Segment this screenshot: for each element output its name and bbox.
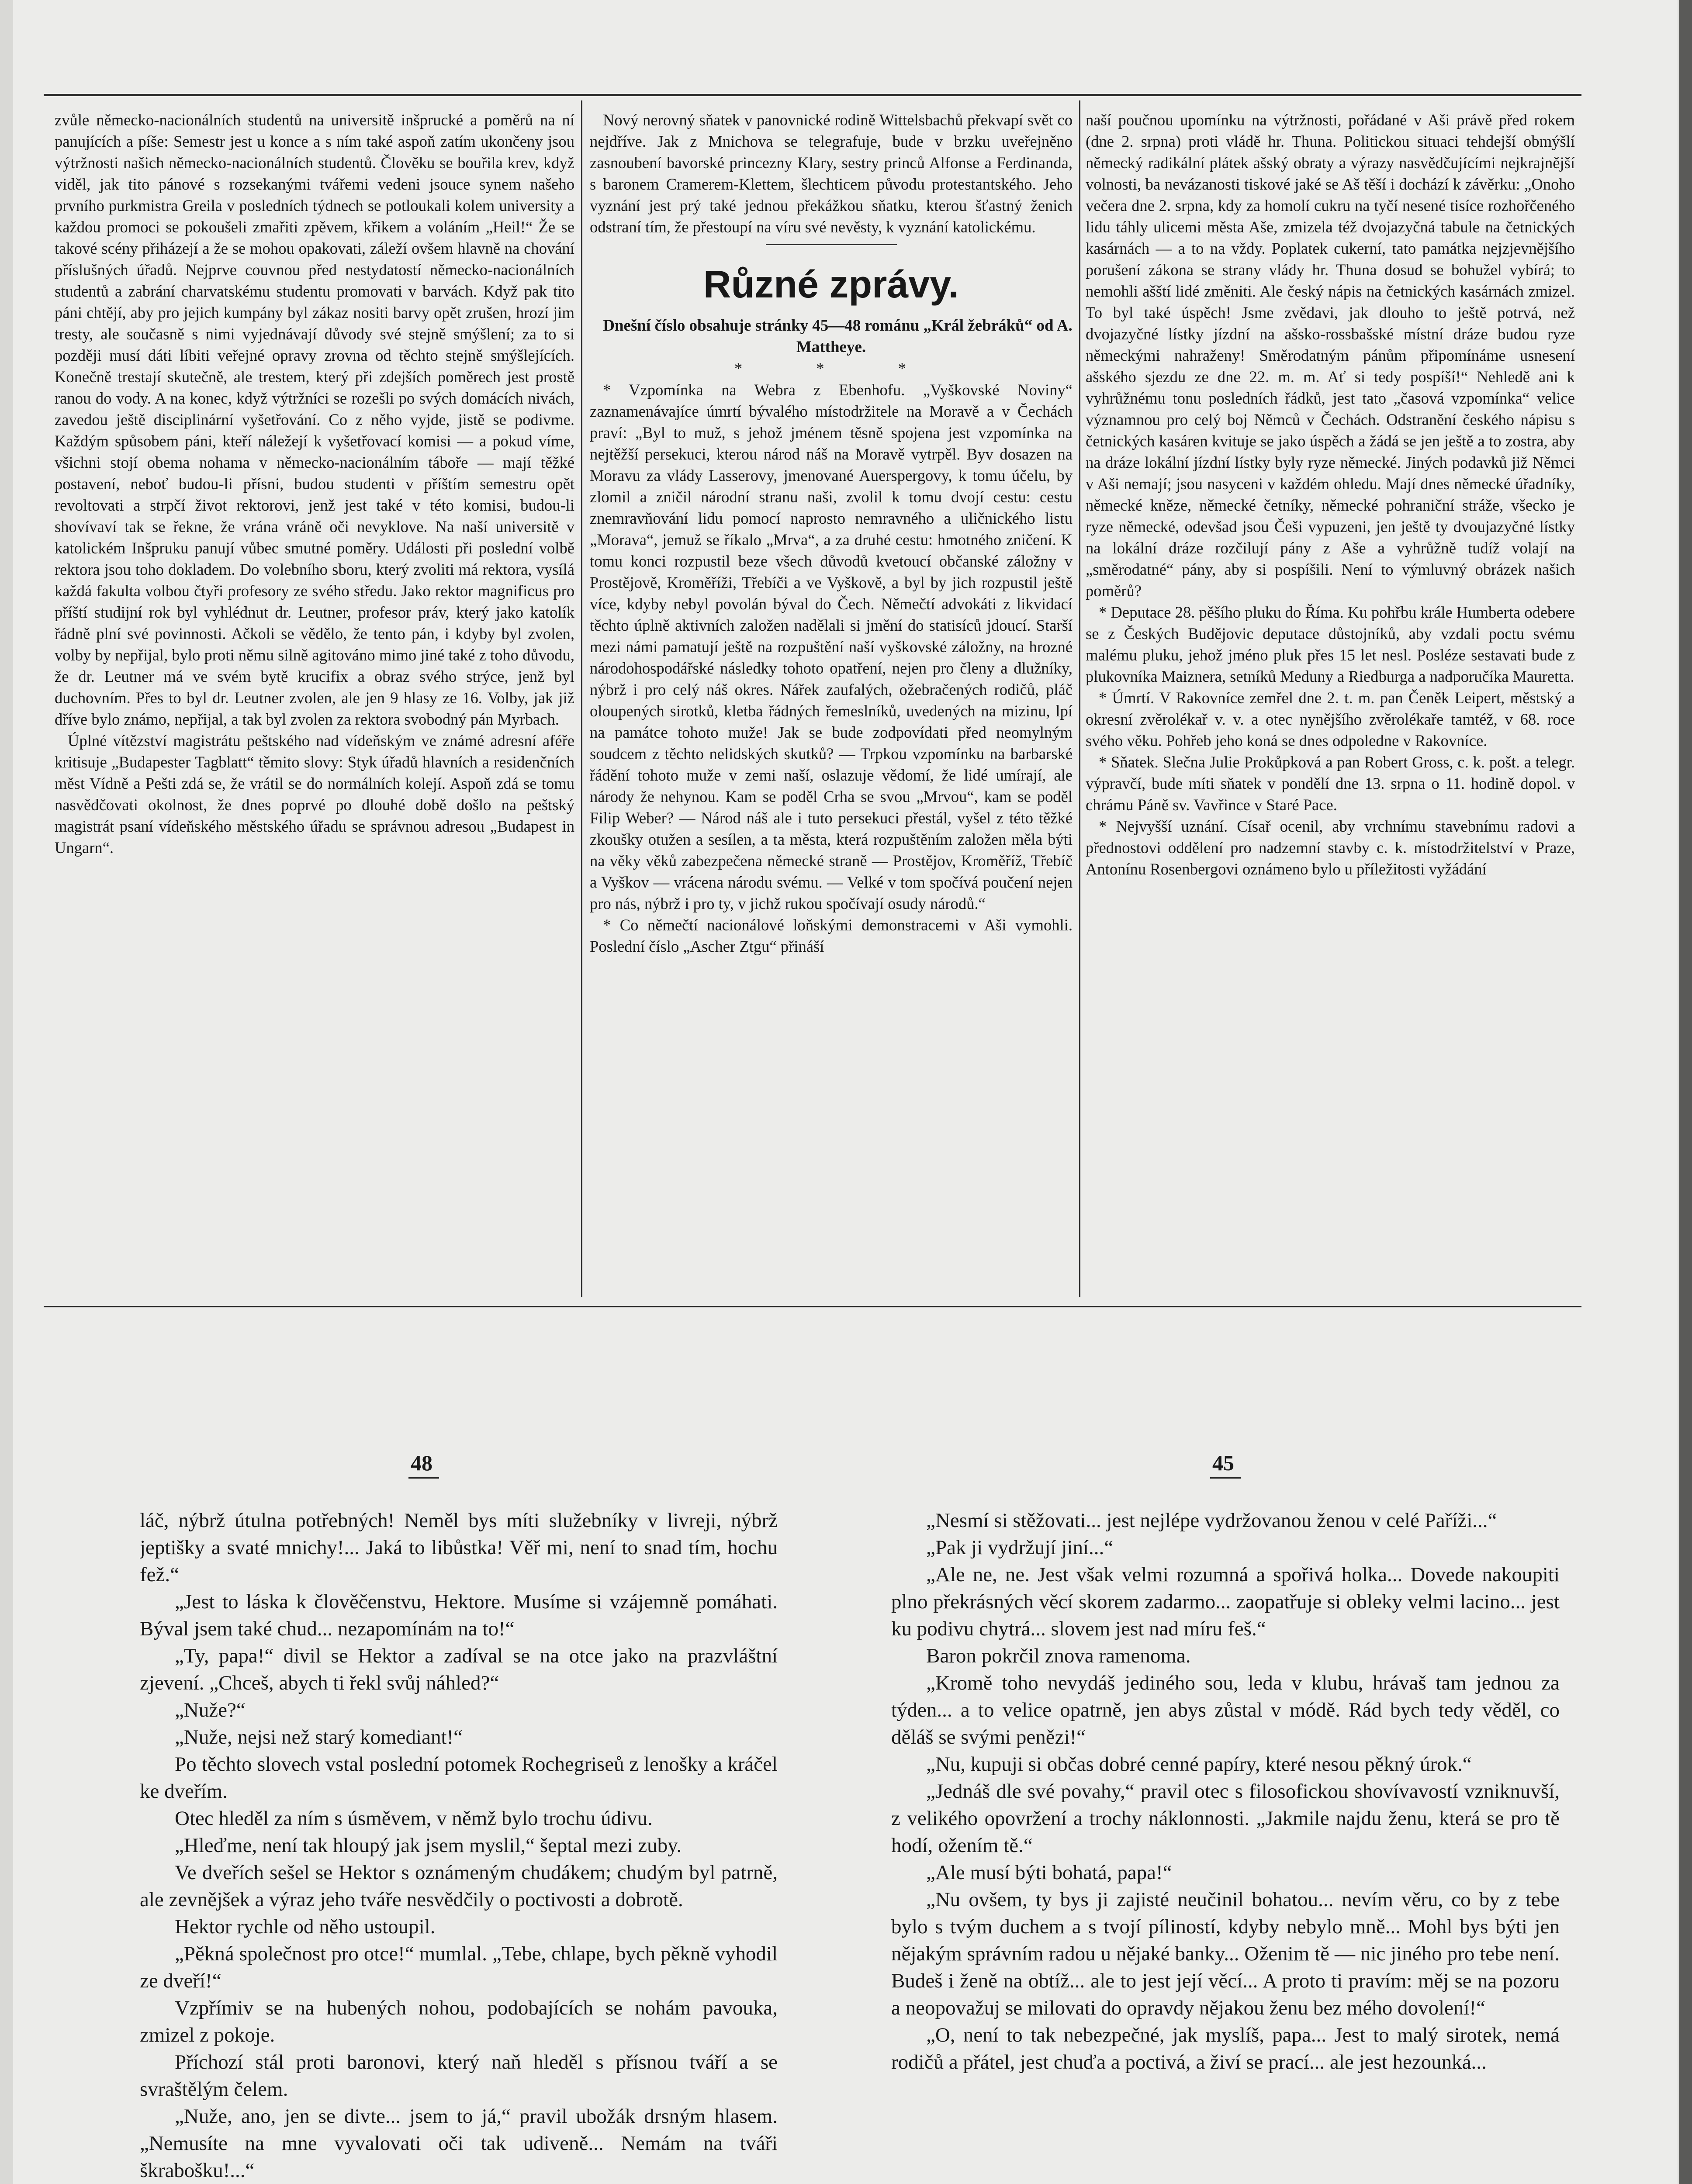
novel-paragraph: „Jest to láska k člověčenstvu, Hektore. Musíme si vzájemně pomáhati. Býval jsem také chud... nezapomínám na to!“ — [140, 1590, 778, 1640]
novel-paragraph: „Ty, papa!“ divil se Hektor a zadíval se na otce jako na prazvláštní zjevení. „Chceš, abych ti řekl svůj náhled?“ — [140, 1645, 778, 1694]
novel-paragraph: Po těchto slovech vstal poslední potomek Rochegriseů z lenošky a kráčel ke dveřím. — [140, 1753, 778, 1803]
article-budapest-magistrate: Úplné vítězství magistrátu peštského nad vídeňským ve známé adresní aféře kritisuje „Budapester Tagblatt“ těmito slovy: Styk úřadů hlavních a residenčních měst Vídně a Pešti zdá se, že vrátil se do normálních kolejí. Aspoň zdá se tomu nasvědčovati okolnost, že dnes poprvé po dlouhé době došlo na peštský magistrát psaní vídeňského městského úřadu se správnou adresou „Budapest in Ungarn“. — [55, 732, 574, 857]
novel-paragraph: „Kromě toho nevydáš jediného sou, leda v klubu, hrávaš tam jednou za týden... a to velice opatrně, jen abys zůstal v módě. Rád bych tedy věděl, co děláš se svými penězi!“ — [891, 1672, 1560, 1749]
page-number-underline-left — [408, 1477, 439, 1479]
section-separator — [766, 244, 897, 245]
article-deputation: * Deputace 28. pěšího pluku do Říma. Ku pohřbu krále Humberta odebere se z Českých Budějovic deputace důstojníků, aby vzdali poctu svému malému pluku, jehož jméno pluk přes 15 let nesl. Posléze sestavati bude z plukovníka Maiznera, setníků Meduny a Riedburga a nadporučíka Mauretta. — [1086, 603, 1575, 685]
article-wittelsbach: Nový nerovný sňatek v panovnické rodině Wittelsbachů překvapí svět co nejdříve. Jak z Mnichova se telegrafuje, bude v brzku uveřejněno zasnoubení bavorské princezny Klary, sestry princů Alfonse a Ferdinanda, s baronem Cramerem-Klettem, šlechticem původu protestantského. Jeho vyznání jest prý také jednou překážkou sňatku, kterou šťastný ženich odstraní tím, že přestoupí na víru své nevěsty, k vyznání katolickému. — [590, 111, 1073, 236]
newspaper-column-2 — [590, 109, 1073, 1297]
novel-paragraph: Ve dveřích sešel se Hektor s oznámeným chudákem; chudým byl patrně, ale zevnějšek a výraz jeho tváře nesvědčily o poctivosti a dobrotě. — [140, 1861, 778, 1911]
separator-stars: * * * — [734, 359, 941, 377]
article-death: * Úmrtí. V Rakovníce zemřel dne 2. t. m. pan Čeněk Leipert, městský a okresní zvěrolékař v. v. a otec nynějšího zvěrolékaře tamtéž, v 68. roce svého věku. Pohřeb jeho koná se dnes odpoledne v Rakovníce. — [1086, 689, 1575, 750]
novel-paragraph: „Nu, kupuji si občas dobré cenné papíry, které nesou pěkný úrok.“ — [926, 1753, 1472, 1776]
article-as-continued: naší poučnou upomínku na výtržnosti, pořádané v Aši právě před rokem (dne 2. srpna) proti vládě hr. Thuna. Politickou situaci tehdejší obmýšlí německý radikální plátek ašský obraty a výrazy nasvědčujícími nejkrajnější volnosti, ba nevázanosti tiskové jaké se Aš těší i dochází k závěrku: „Onoho večera dne 2. srpna, kdy za homolí cukru na tyčí nesené tisíce rozhořčeného lidu táhly ulicemi města Aše, zmizela též dvojazyčná tabule na četnických kasárnách — a to na vždy. Poplatek cukerní, tato památka nejzjevnějšího porušení zákona se strany vlády hr. Thuna dosud se bohužel vybírá; to nemohli ašští lidé změniti. Ale český nápis na četnických kasárnách zmizel. To byl také úspěch! Jsme zvědavi, jak dlouho to ještě potrvá, než dvojazyčné lístky jízdní na ašsko-rossbašské místní dráze budou ryze německými nahraženy! Směrodatným pánům připomínáme usnesení ašského sjezdu ze dne 22. m. m. Ať si tedy pospíší!“ Nehledě ani k vyhrůžnému tonu posledních řádků, jest tato „časová vzpomínka“ velice významnou pro celý boj Němců v Čechách. Odstranění českého nápisu s četnických kasáren kvituje se jako úspěch a žádá se jen ještě a to zostra, aby na dráze lokální jízdní lístky byly ryze německé. Jiných podavků již Němci v Aši nemají; jsou nasyceni v každém ohledu. Mají dnes německé úřadníky, německé kněze, německé četníky, německé pohraniční stráže, všecko je ryze německé, odevšad jsou Češi vypuzeni, jen ještě ty dvoujazyčné lístky na lokální dráze rozčilují pány z Aše a vyhrůžně tudíž volají na „směrodatné“ pány, aby si pospíšili. Není to výmluvný obrázek našich poměrů? — [1086, 111, 1575, 600]
novel-paragraph: „Jednáš dle své povahy,“ pravil otec s filosofickou shovívavostí vzniknuvší, z velikého opovržení a trochy náklonnosti. „Jakmile najdu ženu, která se pro tě hodí, ožením tě.“ — [891, 1780, 1560, 1857]
novel-paragraph: „Nuže?“ — [175, 1699, 246, 1721]
article-innsbruck: zvůle německo-nacionálních studentů na universitě inšprucké a poměrů na ní panujících a píše: Semestr jest u konce a s ním také aspoň zatím ukončeny jsou výtržnosti našich německo-nacionálních studentů. Člověku se bouřila krev, když viděl, jak tito pánové s rozsekanými tvářemi vedeni jsouce synem našeho prvního purkmistra Greila v posledních týdnech se potloukali kolem university a každou promoci se pokoušeli zmařiti zpěvem, křikem a voláním „Heil!“ Že se takové scény přiházejí a že se mohou opakovati, záleží ovšem hlavně na chování příslušných úřadů. Nejprve couvnou před nestydatostí německo-nacionálních studentů a zabrání charvatskému studentu promovati v barvách. Když pak tito páni chtějí, aby pro jejich kumpány byl zákaz nositi barvy opět zrušen, hrozí jim tresty, ale současně s nimi vyjednávají důvody své stejně smýšlení; za to si později musí dáti líbiti veřejné opravy zrovna od těchto stejně smýšlejících. Konečně trestají skutečně, ale trestem, který při zdejších poměrech jest prostě ranou do vody. A na konec, když výtržníci se rozešli po svých domácích nivách, zavedou ještě disciplinární vyšetřování. Co z něho vyjde, jistě se podivme. Každým spůsobem páni, kteří náležejí k vyšetřovací komisi — a pokud víme, všichni stojí obema nohama v německo-nacionálním táboře — mají těžké postavení, neboť budou-li přísni, budou studenti v příštím semestru opět revoltovati a strpčí život rektorovi, jenž jest také v této komisi, budou-li shovívaví tak se řekne, že vrána vráně oči nevyklove. Na naší universitě v katolickém Inšpruku panují vůbec smutné poměry. Události při poslední volbě rektora jsou toho dokladem. Do volebního sboru, který zvoliti má rektora, vysílá každá fakulta volbou čtyři profesory ze svého středu. Jako rektor magnificus pro příští studijní rok byl vyhlédnut dr. Leutner, profesor práv, který jako katolík řádně plní své povinnosti. Ačkoli se vědělo, že tento pán, i kdyby byl zvolen, volby by nepřijal, bylo proti němu silně agitováno mimo jiné také z toho důvodu, že dr. Leutner má ve svém bytě krucifix a obraz svého strýce, jenž byl duchovním. Přes to byl dr. Leutner zvolen, ale jen 9 hlasy ze 16. Volby, jak již dříve bylo známo, nepřijal, a tak byl zvolen za rektora svobodný pán Myrbach. — [55, 111, 574, 728]
novel-paragraph: láč, nýbrž útulna potřebných! Neměl bys míti služebníky v livreji, nýbrž jeptišky a svaté mnichy!... Jaká to libůstka! Věř mi, není to snad tím, hochu fež.“ — [140, 1509, 778, 1586]
novel-paragraph: „Nuže, ano, jen se divte... jsem to já,“ pravil ubožák drsným hlasem. „Nemusíte na mne vyvalovati oči tak udiveně... Nemám na tváři škrabošku!...“ — [140, 2105, 778, 2182]
novel-paragraph: „Nuže, nejsi než starý komediant!“ — [175, 1726, 463, 1749]
page-number-underline-right — [1210, 1477, 1241, 1479]
novel-paragraph: „Hleďme, není tak hloupý jak jsem myslil,“ šeptal mezi zuby. — [175, 1834, 682, 1857]
novel-page-left — [140, 1507, 778, 2184]
novel-paragraph: „Pak ji vydržují jiní...“ — [926, 1536, 1114, 1559]
novel-paragraph: „Pěkná společnost pro otce!“ mumlal. „Tebe, chlape, bych pěkně vyhodil ze dveří!“ — [140, 1942, 778, 1992]
column-divider-1 — [581, 100, 582, 1297]
newspaper-column-1 — [55, 109, 574, 1297]
scanned-page — [13, 0, 1678, 2184]
novel-paragraph: Otec hleděl za ním s úsměvem, v němž bylo trochu údivu. — [175, 1807, 653, 1830]
top-rule — [44, 94, 1581, 96]
novel-paragraph: „O, není to tak nebezpečné, jak myslíš, papa... Jest to malý sirotek, nemá rodičů a přátel, jest chuďa a poctivá, a živí se prací... ale jest hezounká... — [891, 2024, 1560, 2073]
novel-paragraph: Baron pokrčil znova ramenoma. — [926, 1645, 1191, 1667]
column-divider-2 — [1079, 100, 1080, 1297]
article-wedding: * Sňatek. Slečna Julie Prokůpková a pan Robert Gross, c. k. pošt. a telegr. výpravčí, bude míti sňatek v pondělí dne 13. srpna o 11. hodině dopol. v chrámu Páně sv. Vavřince v Staré Pace. — [1086, 753, 1575, 814]
novel-page-number-left: 48 — [411, 1451, 433, 1475]
novel-page-right — [891, 1507, 1560, 2184]
section-title: Různé zprávy. — [703, 263, 959, 306]
bottom-rule — [44, 1306, 1581, 1307]
novel-paragraph: Vzpřímiv se na hubených nohou, podobajících se nohám pavouka, zmizel z pokoje. — [140, 1997, 778, 2046]
article-recognition: * Nejvyšší uznání. Císař ocenil, aby vrchnímu stavebnímu radovi a přednostovi oddělení pro nadzemní stavby c. k. místodržitelství v Praze, Antonínu Rosenbergovi oznámeno bylo u příležitosti vyžádání — [1086, 817, 1575, 878]
novel-paragraph: „Ale musí býti bohatá, papa!“ — [926, 1861, 1172, 1884]
novel-paragraph: Hektor rychle od něho ustoupil. — [175, 1915, 436, 1938]
serial-notice: Dnešní číslo obsahuje stránky 45—48 románu „Král žebráků“ od A. Mattheye. — [603, 317, 1073, 356]
novel-page-number-right: 45 — [1212, 1451, 1234, 1475]
novel-paragraph: „Ale ne, ne. Jest však velmi rozumná a spořivá holka... Dovede nakoupiti plno překrásných věcí skorem zadarmo... zaopatřuje si obleky velmi lacino... jest ku podivu chytrá... slovem jest nad míru feš.“ — [891, 1563, 1560, 1640]
newspaper-column-3 — [1086, 109, 1575, 1297]
novel-paragraph: Příchozí stál proti baronovi, který naň hleděl s přísnou tváří a se svraštělým čelem. — [140, 2051, 778, 2101]
novel-paragraph: „Nu ovšem, ty bys ji zajisté neučinil bohatou... nevím věru, co by z tebe bylo s tvým duchem a s tvojí píliností, kdyby nebylo mně... Mohl bys býti jen nějakým správním radou u nějaké banky... Oženim tě — nic jiného pro tebe není. Budeš i ženě na obtíž... ale to jest její věcí... A proto ti pravím: měj se na pozoru a neopovažuj se milovati do opravdy nějakou ženu bez mého dovolení!“ — [891, 1888, 1560, 2019]
binding-edge — [1679, 0, 1692, 2184]
article-as-demonstrations: * Co němečtí nacionálové loňskými demonstracemi v Aši vymohli. Poslední číslo „Ascher Ztgu“ přináší — [590, 916, 1073, 955]
article-weber: * Vzpomínka na Webra z Ebenhofu. „Vyškovské Noviny“ zaznamenávajíce úmrtí bývalého místodržitele na Moravě a v Čechách praví: „Byl to muž, s jehož jménem těsně spojena jest vzpomínka na nejtěžší persekuci, kterou národ náš na Moravě vytrpěl. Byv dosazen na Moravu za vlády Lasserovy, jmenované Auerspergovy, k tomu účelu, by zlomil a zničil národní stranu naši, zvolil k tomu dvojí cestu: cestu znemravňování lidu pomocí naprosto nemravného a uličnického listu „Morava“, jemuž se říkalo „Mrva“, a za druhé cestu: hmotného zničení. K tomu konci rozpustil beze všech důvodů kvetoucí občanské záložny v Prostějově, Kroměříži, Třebíči a ve Vyškově, a byl by jich rozpustil ještě více, kdyby nebyl povolán býval do Čech. Němečtí advokáti z likvidací těchto úplně aktivních založen nadělali si jmění do statisíců jdoucí. Starší mezi námi pamatují ještě na rozpuštění naší vyškovské záložny, na hrozné národohospodářské následky tohoto opatření, nejen pro členy a dlužníky, nýbrž i pro celý náš okres. Nářek zaufalých, ožebračených rodičů, pláč oloupených sirotků, kletba řádných řemeslníků, uvedených na mizinu, lpí na památce tohoto muže! Jak se bude zodpovídati před neomylným soudcem z těchto nelidských skutků? — Trpkou vzpomínku na barbarské řádění tohoto muže v zemi naší, oslazuje vědomí, že lidé umírají, ale národy že nehynou. Kam se poděl Crha se svou „Mrvou“, kam se poděl Filip Weber? — Národ náš ale i tuto persekuci přestál, vyšel z této těžké zkoušky otužen a sesílen, a ta města, která rozpuštěním založen měla býti na věky věků zabezpečena německé straně — Prostějov, Kroměříž, Třebíč a Vyškov — vrácena národu svému. — Velké v tom spočívá poučení nejen pro nás, nýbrž i pro ty, v jichž rukou spočívají osudy národů.“ — [590, 381, 1073, 912]
novel-paragraph: „Nesmí si stěžovati... jest nejlépe vydržovanou ženou v celé Paříži...“ — [926, 1509, 1497, 1532]
